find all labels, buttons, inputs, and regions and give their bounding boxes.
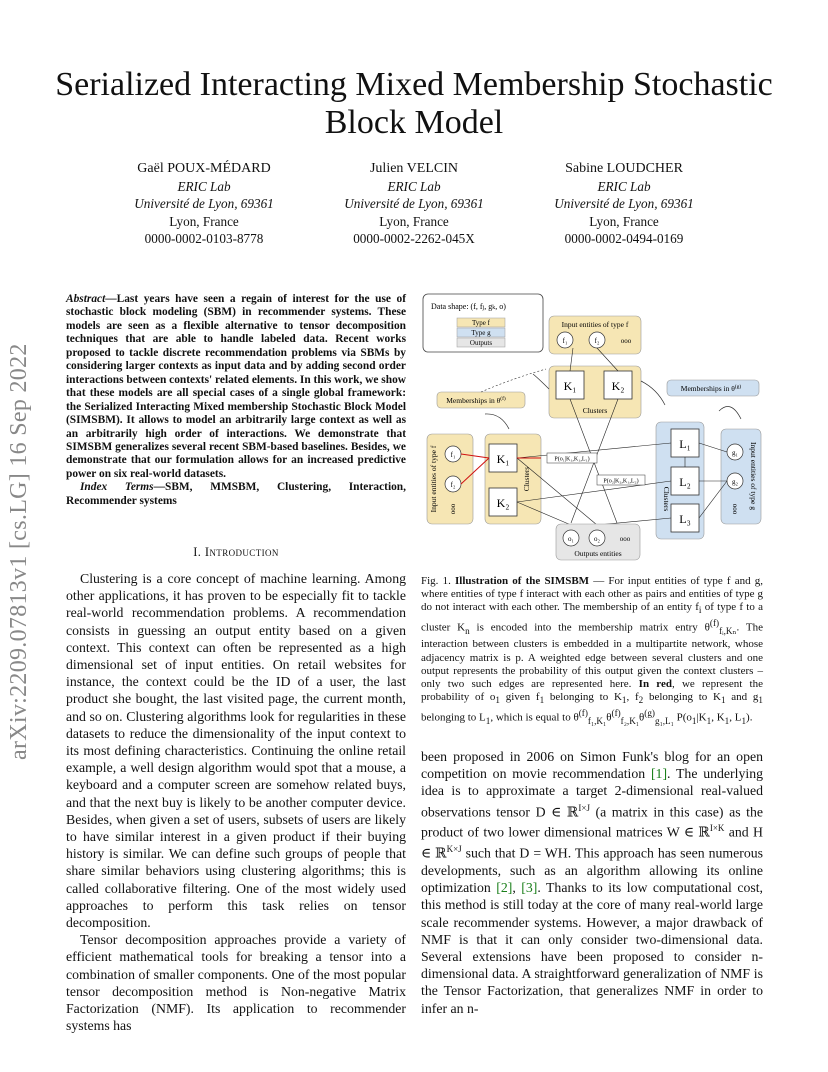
- edge-label-1: P(o₁|K₁,K₁,L₁): [554, 456, 590, 463]
- input-f-top-label: Input entities of type f: [561, 320, 629, 329]
- svg-text:L₂: L₂: [679, 475, 691, 489]
- author-university: Université de Lyon, 69361: [344, 196, 484, 211]
- abstract-lead: Abstract: [66, 293, 106, 305]
- legend-type-g: Type g: [471, 329, 491, 337]
- svg-text:L₃: L₃: [679, 512, 691, 526]
- data-shape-label: Data shape: (f, fj, gk, o): [431, 302, 506, 311]
- abstract-text: —Last years have seen a regain of interest for the use of stochastic block modeling (SBM) in recommender systems. These models are seen as a flexible alternative to tensor decomposition techniques that are able to handle labeled data. Recent works proposed to tackle discrete recommendation problems via SBMs by considering larger contexts as input data and by adding second order interactions between contexts' related elements. In this work, we show that these models are all special cases of a single global framework: the Serialized Interacting Mixed membership Stochastic Block Model (SIMSBM). It allows to model an arbitrarily large context as well as an arbitrarily high order of interactions. We demonstrate that SIMSBM generalizes several recent SBM-based baselines. Besides, we demonstrate that our formulation allows for an increased predictive power on six real-world datasets.: [66, 293, 406, 480]
- svg-text:f₂: f₂: [450, 481, 456, 489]
- superscript: I×J: [578, 802, 590, 813]
- author-name: Sabine LOUDCHER: [565, 161, 683, 176]
- author-city: Lyon, France: [169, 213, 239, 229]
- svg-text:ooo: ooo: [619, 535, 631, 543]
- author-lab: ERIC Lab: [177, 178, 231, 194]
- svg-text:g₁: g₁: [732, 449, 738, 457]
- intro-paragraph: Tensor decomposition approaches provide a variety of efficient mathematical tools for breaking a tensor into a combination of smaller components. One of the most popular tensor decomposition method is Non-negative Matrix Factorization (NMF). Its application to recommender systems has: [66, 932, 406, 1034]
- author-block-2: [314, 160, 514, 248]
- body-text: (a matrix in this case) as the product of two lower dimensional matrices W ∈ ℝ: [421, 804, 763, 840]
- input-f-side-label: Input entities of type f: [429, 445, 438, 513]
- section-title: Introduction: [204, 545, 279, 559]
- paper-title: Serialized Interacting Mixed Membership Stochastic Block Model: [55, 66, 773, 141]
- svg-text:K₁: K₁: [496, 452, 510, 466]
- svg-text:Clusters: Clusters: [522, 466, 531, 492]
- superscript: I×K: [709, 823, 725, 834]
- author-university: Université de Lyon, 69361: [134, 196, 274, 211]
- intro-text: [66, 570, 406, 1034]
- author-lab: ERIC Lab: [387, 178, 441, 194]
- dotted-link: [481, 369, 546, 392]
- citation-link[interactable]: [3]: [521, 880, 538, 896]
- svg-text:ooo: ooo: [449, 503, 457, 515]
- clusters-label: Clusters: [582, 406, 608, 415]
- body-text: been proposed in 2006 on Simon Funk's blog for an open competition on movie recommendation: [421, 749, 763, 782]
- arrow-icon: [719, 407, 741, 420]
- right-column-text: been proposed in 2006 on Simon Funk's blog for an open competition on movie recommendation [1]. The underlying idea is to approximate a target 2-dimensional real-valued observations tensor D ∈ ℝ$^{I\times J}$ (a matrix in this case) as the product of two lower dimensional matrices W ∈ ℝ$^{I\times K}$ and H ∈ ℝ$^{K\times J}$ such that D = WH. This approach has seen numerous developments, such as an algorithm allowing its online optimization [2], [3]. Thanks to its low computational cost, this method is still today at the core of many real-world large scale recommender systems. However, a major drawback of NMF is that it can only consider two-dimensional data. Several extensions have been proposed to consider n-dimensional data. A straightforward generalization of NMF is the Tensor Factorization, that generalizes NMF in order to infer an n-: [421, 749, 763, 1016]
- memberships-f-label: Memberships in $\theta^{(f)}$: [446, 396, 506, 405]
- author-city: Lyon, France: [379, 213, 449, 229]
- author-lab: ERIC Lab: [597, 178, 651, 194]
- outputs-label: Outputs entities: [574, 549, 622, 558]
- index-terms-lead: Index Terms: [80, 481, 154, 494]
- svg-text:ooo: ooo: [731, 503, 739, 515]
- figure-simsbm: [421, 289, 763, 564]
- legend-type-f: Type f: [472, 319, 490, 327]
- intro-paragraph: Clustering is a core concept of machine learning. Among other applications, it has proven to be especially fit to tackle real-world recommendation problems. A recommendation consists in guessing an output entity based on a given context. This context can often be represented as a high dimensional set of input entities. On retail websites for instance, the context could be the ID of a user, the last product she bought, the last visited page, the current month, and so on. Clustering algorithms look for regularities in these datasets to reduce the dimensionality of the input context to its most defining characteristics. Continuing the online retail example, a well design algorithm would spot that a mouse, a keyboard and a computer screen are somehow related buys, and that the next buy is likely to be another computer device. Besides, when given a set of users, subsets of users are likely to have similar interest in a given product if their buying history is similar. We can define such groups of people that share similar behaviors using clustering algorithms; this is called collaborative filtering. One of the most widely used approaches to perform this task relies on tensor decomposition.: [66, 571, 406, 931]
- input-g-side-label: Input entities of type g: [749, 442, 758, 510]
- body-text: . Thanks to its low computational cost, this method is still today at the core of many real-world large scale recommender systems. However, a major drawback of NMF is that it can only consider two-dimensional data. Several extensions have been proposed to consider n-dimensional data. A straightforward generalization of NMF is the Tensor Factorization, that generalizes NMF in order to infer an n-: [421, 880, 763, 1016]
- svg-text:f₂: f₂: [594, 337, 600, 345]
- arrow-icon: [641, 381, 665, 405]
- arrow-icon: [533, 374, 549, 389]
- svg-text:K₁: K₁: [563, 379, 577, 393]
- citation-link[interactable]: [1]: [650, 766, 668, 782]
- figure-caption: Fig. 1. Illustration of the SIMSBM — For input entities of type f and g, where entities of type f interact with each other as pairs and entities of type g do not interact with each other. The membership of an entity $f_i$ of type f to a cluster $K_n$ is encoded into the membership matrix entry $\theta^{(f)}_{fᵢ,K_n}$. The interaction between clusters is embedded in a multipartite network, whose adjacency matrix is p. A weighted edge between several clusters and one output represents the probability of this output given the context clusters – only two such edges are represented here. In red, we represent the probability of $o_1$ given $f_1$ belonging to $K_1$, $f_2$ belonging to $K_1$ and $g_1$ belonging to $L_1$, which is equal to $\theta^{(f)}_{f_1,K_1}\theta^{(f)}_{f_2,K_1}\theta^{(g)}_{g_1,L_1}$ $P(o_1|K_1$, $K_1$, $L_1$).: [421, 575, 763, 726]
- svg-text:L₁: L₁: [679, 437, 691, 451]
- author-block-3: [524, 160, 724, 248]
- svg-text:Clusters: Clusters: [662, 486, 671, 512]
- citation-link[interactable]: [2]: [496, 880, 513, 896]
- author-orcid: 0000-0002-2262-045X: [353, 231, 475, 246]
- index-terms-text: —SBM, MMSBM, Clustering, Interaction, Recommender systems: [66, 481, 406, 507]
- body-text: such that D = WH. This approach has seen numerous developments, such as an algorithm allowing its online optimization: [421, 845, 763, 896]
- author-city: Lyon, France: [589, 213, 659, 229]
- edge-label-2: P(o₂|K₂,K₁,L₂): [603, 478, 639, 485]
- arxiv-identifier: arXiv:2209.07813v1 [cs.LG] 16 Sep 2022: [6, 343, 32, 760]
- abstract: [66, 293, 406, 508]
- body-text: . The underlying idea is to approximate a target 2-dimensional real-valued observations tensor D ∈ ℝ: [421, 766, 763, 820]
- superscript: K×J: [446, 844, 462, 855]
- svg-text:ooo: ooo: [620, 337, 632, 345]
- author-university: Université de Lyon, 69361: [554, 196, 694, 211]
- author-name: Gaël POUX-MÉDARD: [137, 161, 271, 176]
- arrow-icon: [485, 414, 509, 429]
- author-name: Julien VELCIN: [369, 161, 458, 176]
- svg-text:o₂: o₂: [594, 535, 600, 543]
- body-text: and H ∈ ℝ: [421, 825, 763, 861]
- memberships-g-label: Memberships in $\theta^{(g)}$: [680, 384, 742, 393]
- svg-text:K₂: K₂: [611, 379, 625, 393]
- svg-text:f₁: f₁: [450, 451, 456, 459]
- author-orcid: 0000-0002-0103-8778: [144, 231, 264, 246]
- svg-text:f₁: f₁: [562, 337, 568, 345]
- author-block-1: [104, 160, 304, 248]
- legend-outputs: Outputs: [469, 339, 493, 347]
- svg-text:K₂: K₂: [496, 496, 510, 510]
- svg-text:o₁: o₁: [568, 535, 574, 543]
- author-orcid: 0000-0002-0494-0169: [564, 231, 684, 246]
- svg-text:g₂: g₂: [732, 478, 738, 486]
- section-number: I.: [193, 545, 202, 559]
- section-heading: [66, 545, 406, 560]
